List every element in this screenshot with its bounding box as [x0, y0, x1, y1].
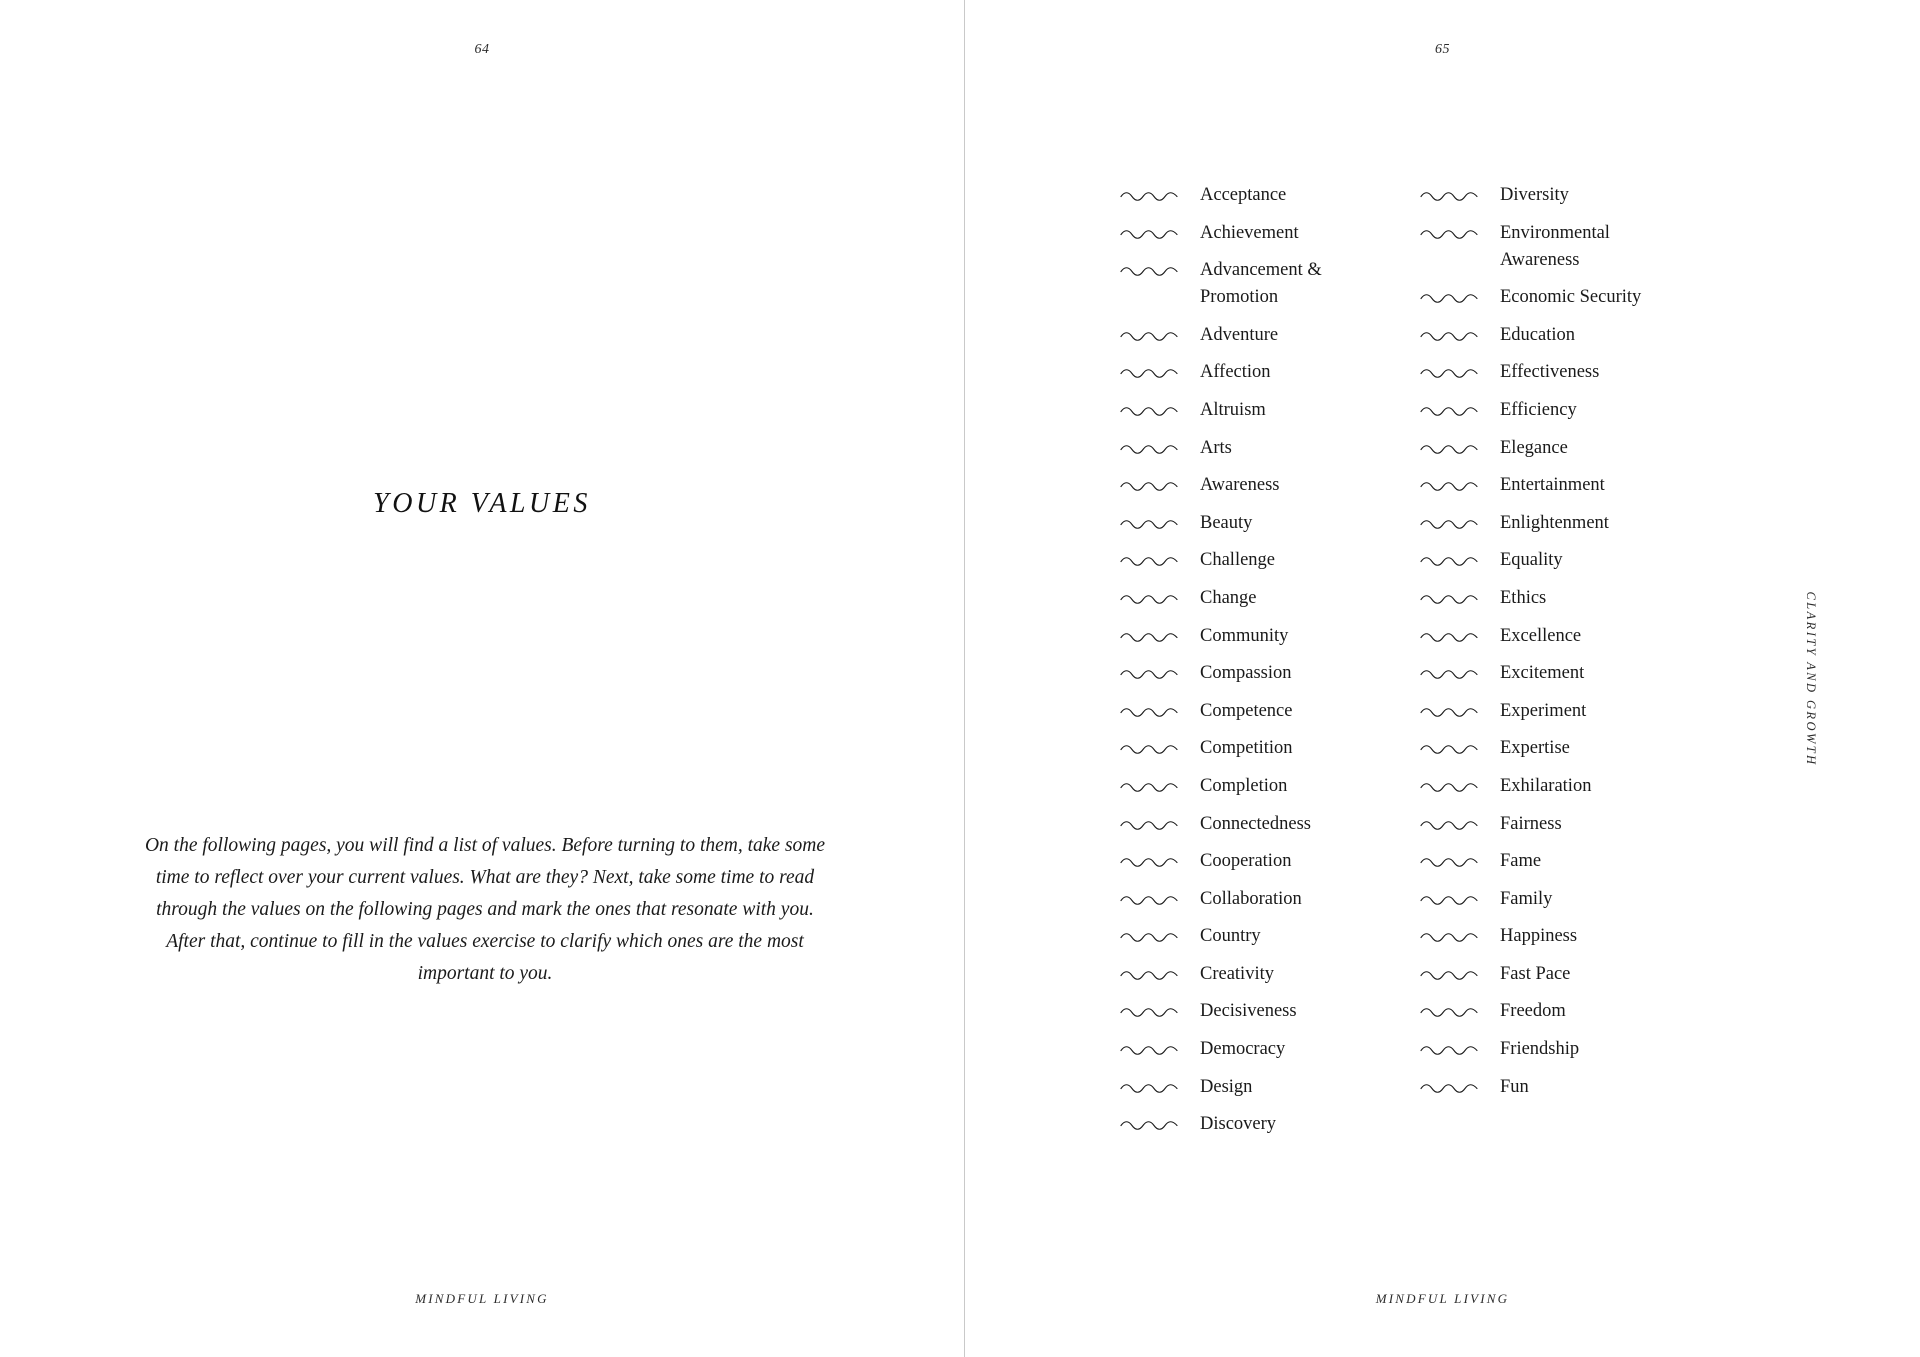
squiggle-checkbox-icon[interactable]: [1420, 519, 1478, 529]
value-item[interactable]: [1420, 359, 1720, 386]
value-label: Experiment: [1500, 700, 1587, 721]
value-label: Economic Security: [1500, 287, 1642, 308]
squiggle-checkbox-icon[interactable]: [1120, 1083, 1178, 1093]
value-item[interactable]: [1420, 585, 1720, 612]
squiggle-checkbox-icon[interactable]: [1420, 1083, 1478, 1093]
value-item[interactable]: [1120, 811, 1420, 838]
squiggle-checkbox-icon[interactable]: [1120, 1120, 1178, 1130]
value-label: Collaboration: [1200, 888, 1302, 909]
squiggle-checkbox-icon[interactable]: [1420, 857, 1478, 867]
squiggle-checkbox-icon[interactable]: [1420, 970, 1478, 980]
value-label: Compassion: [1200, 663, 1292, 684]
squiggle-checkbox-icon[interactable]: [1420, 191, 1478, 201]
value-label: Adventure: [1200, 324, 1279, 345]
squiggle-checkbox-icon[interactable]: [1120, 266, 1178, 276]
value-item[interactable]: [1420, 773, 1720, 800]
value-item[interactable]: [1120, 923, 1420, 950]
value-label: Democracy: [1200, 1039, 1286, 1060]
values-list: [965, 182, 1920, 1149]
value-label: Freedom: [1500, 1001, 1566, 1022]
value-item[interactable]: [1420, 472, 1720, 499]
value-label: Education: [1500, 324, 1576, 345]
value-label: Happiness: [1500, 926, 1578, 947]
value-item[interactable]: [1120, 848, 1420, 875]
squiggle-checkbox-icon[interactable]: [1120, 820, 1178, 830]
value-item[interactable]: [1120, 547, 1420, 574]
page-number-left: 64: [474, 42, 490, 57]
squiggle-checkbox-icon[interactable]: [1420, 932, 1478, 942]
squiggle-checkbox-icon[interactable]: [1420, 707, 1478, 717]
value-item[interactable]: [1420, 923, 1720, 950]
value-item[interactable]: [1420, 698, 1720, 725]
value-label: Efficiency: [1500, 399, 1577, 420]
squiggle-checkbox-icon[interactable]: [1120, 191, 1178, 201]
value-label: Fast Pace: [1500, 963, 1571, 984]
section-tab: CLARITY AND GROWTH: [1804, 591, 1819, 766]
squiggle-checkbox-icon[interactable]: [1120, 632, 1178, 642]
value-item[interactable]: [1120, 472, 1420, 499]
squiggle-checkbox-icon[interactable]: [1120, 707, 1178, 717]
value-label: Family: [1500, 888, 1553, 909]
squiggle-checkbox-icon[interactable]: [1420, 632, 1478, 642]
value-item[interactable]: [1120, 1036, 1420, 1063]
value-label: Effectiveness: [1500, 362, 1600, 383]
value-item[interactable]: [1120, 623, 1420, 650]
squiggle-checkbox-icon[interactable]: [1420, 368, 1478, 378]
value-item[interactable]: [1120, 322, 1420, 349]
value-label: Fairness: [1500, 813, 1562, 834]
right-page: [965, 0, 1920, 1357]
value-item[interactable]: [1420, 735, 1720, 762]
value-label: Beauty: [1200, 512, 1253, 533]
value-item[interactable]: [1120, 585, 1420, 612]
value-item[interactable]: [1420, 623, 1720, 650]
value-item[interactable]: [1420, 322, 1720, 349]
value-item[interactable]: [1420, 510, 1720, 537]
value-label: Excellence: [1500, 625, 1582, 646]
value-item[interactable]: [1420, 547, 1720, 574]
value-item[interactable]: [1120, 886, 1420, 913]
value-label: Challenge: [1200, 550, 1276, 571]
value-item[interactable]: [1420, 435, 1720, 462]
value-label: Community: [1200, 625, 1289, 646]
squiggle-checkbox-icon[interactable]: [1420, 229, 1478, 239]
value-item[interactable]: [1420, 660, 1720, 687]
squiggle-checkbox-icon[interactable]: [1120, 857, 1178, 867]
value-item[interactable]: [1120, 698, 1420, 725]
value-item[interactable]: [1420, 886, 1720, 913]
value-item[interactable]: [1420, 182, 1720, 209]
squiggle-checkbox-icon[interactable]: [1420, 444, 1478, 454]
running-foot-left: MINDFUL LIVING: [415, 1291, 549, 1306]
value-item[interactable]: [1120, 773, 1420, 800]
value-label: Competence: [1200, 700, 1293, 721]
value-item[interactable]: [1420, 397, 1720, 424]
squiggle-checkbox-icon[interactable]: [1120, 406, 1178, 416]
value-item[interactable]: [1120, 510, 1420, 537]
squiggle-checkbox-icon[interactable]: [1120, 744, 1178, 754]
value-label: Fame: [1500, 851, 1542, 872]
page-number-right: 65: [1435, 42, 1450, 57]
value-label: Fun: [1500, 1076, 1529, 1097]
value-label: Change: [1200, 587, 1257, 608]
value-label: Excitement: [1500, 663, 1585, 684]
value-label: Equality: [1500, 550, 1563, 571]
squiggle-checkbox-icon[interactable]: [1120, 519, 1178, 529]
value-item[interactable]: [1420, 284, 1720, 311]
value-label: Affection: [1200, 362, 1271, 383]
value-item[interactable]: [1120, 998, 1420, 1025]
value-label: Diversity: [1500, 185, 1569, 205]
value-label: Ethics: [1500, 587, 1547, 608]
squiggle-checkbox-icon[interactable]: [1120, 932, 1178, 942]
value-item[interactable]: [1120, 220, 1420, 247]
value-label: Discovery: [1200, 1114, 1277, 1135]
page-title: YOUR VALUES: [373, 488, 591, 519]
value-item[interactable]: [1420, 848, 1720, 875]
value-item[interactable]: [1420, 1074, 1720, 1101]
squiggle-checkbox-icon[interactable]: [1420, 744, 1478, 754]
squiggle-checkbox-icon[interactable]: [1420, 293, 1478, 303]
value-label: Awareness: [1200, 475, 1280, 496]
value-label: Arts: [1200, 437, 1232, 458]
value-label: Enlightenment: [1500, 512, 1609, 533]
value-item[interactable]: [1120, 182, 1420, 209]
squiggle-checkbox-icon[interactable]: [1120, 895, 1178, 905]
value-label: Connectedness: [1200, 813, 1311, 834]
squiggle-checkbox-icon[interactable]: [1120, 229, 1178, 239]
squiggle-checkbox-icon[interactable]: [1120, 1007, 1178, 1017]
squiggle-checkbox-icon[interactable]: [1420, 331, 1478, 341]
value-item[interactable]: [1420, 811, 1720, 838]
value-item[interactable]: [1120, 735, 1420, 762]
value-label: Acceptance: [1200, 185, 1287, 205]
value-label: Exhilaration: [1500, 775, 1592, 796]
squiggle-checkbox-icon[interactable]: [1420, 481, 1478, 491]
value-item[interactable]: [1420, 998, 1720, 1025]
value-item[interactable]: [1120, 660, 1420, 687]
value-label: Achievement: [1200, 222, 1299, 243]
squiggle-checkbox-icon[interactable]: [1420, 1045, 1478, 1055]
value-item[interactable]: [1120, 359, 1420, 386]
values-column-1: [1120, 182, 1420, 1149]
squiggle-checkbox-icon[interactable]: [1420, 556, 1478, 566]
squiggle-checkbox-icon[interactable]: [1120, 368, 1178, 378]
squiggle-checkbox-icon[interactable]: [1420, 782, 1478, 792]
value-label: Completion: [1200, 775, 1288, 796]
value-label: Environmental Awareness: [1500, 222, 1610, 270]
value-item[interactable]: [1420, 220, 1720, 274]
squiggle-checkbox-icon[interactable]: [1120, 444, 1178, 454]
value-label: Design: [1200, 1076, 1253, 1097]
value-label: Friendship: [1500, 1039, 1580, 1060]
value-label: Expertise: [1500, 738, 1570, 759]
value-label: Advancement & Promotion: [1200, 260, 1322, 308]
value-item[interactable]: [1120, 435, 1420, 462]
squiggle-checkbox-icon[interactable]: [1120, 481, 1178, 491]
squiggle-checkbox-icon[interactable]: [1120, 594, 1178, 604]
value-label: Creativity: [1200, 963, 1274, 984]
value-label: Decisiveness: [1200, 1001, 1297, 1022]
squiggle-checkbox-icon[interactable]: [1120, 782, 1178, 792]
squiggle-checkbox-icon[interactable]: [1420, 820, 1478, 830]
intro-paragraph: On the following pages, you will find a list of values. Before turning to them, take some time to reflect over your current values. What are they? Next, take some time to read through the values on the following pages and mark the ones that resonate with you. After that, continue to fill in the values exercise to clarify which ones are the most important to you.: [144, 835, 826, 984]
value-item[interactable]: [1120, 397, 1420, 424]
values-column-2: [1420, 182, 1720, 1149]
value-label: Entertainment: [1500, 475, 1605, 496]
value-label: Country: [1200, 926, 1261, 947]
squiggle-checkbox-icon[interactable]: [1420, 1007, 1478, 1017]
value-label: Competition: [1200, 738, 1293, 759]
squiggle-checkbox-icon[interactable]: [1120, 556, 1178, 566]
value-label: Elegance: [1500, 437, 1568, 458]
squiggle-checkbox-icon[interactable]: [1120, 970, 1178, 980]
value-item[interactable]: [1120, 961, 1420, 988]
value-item[interactable]: [1120, 257, 1420, 311]
squiggle-checkbox-icon[interactable]: [1420, 594, 1478, 604]
value-item[interactable]: [1120, 1111, 1420, 1138]
running-foot-right: MINDFUL LIVING: [1375, 1291, 1510, 1306]
squiggle-checkbox-icon[interactable]: [1420, 669, 1478, 679]
value-label: Altruism: [1200, 399, 1266, 420]
value-label: Cooperation: [1200, 851, 1292, 872]
value-item[interactable]: [1120, 1074, 1420, 1101]
value-item[interactable]: [1420, 1036, 1720, 1063]
value-item[interactable]: [1420, 961, 1720, 988]
squiggle-checkbox-icon[interactable]: [1120, 331, 1178, 341]
squiggle-checkbox-icon[interactable]: [1120, 669, 1178, 679]
squiggle-checkbox-icon[interactable]: [1420, 406, 1478, 416]
squiggle-checkbox-icon[interactable]: [1420, 895, 1478, 905]
squiggle-checkbox-icon[interactable]: [1120, 1045, 1178, 1055]
